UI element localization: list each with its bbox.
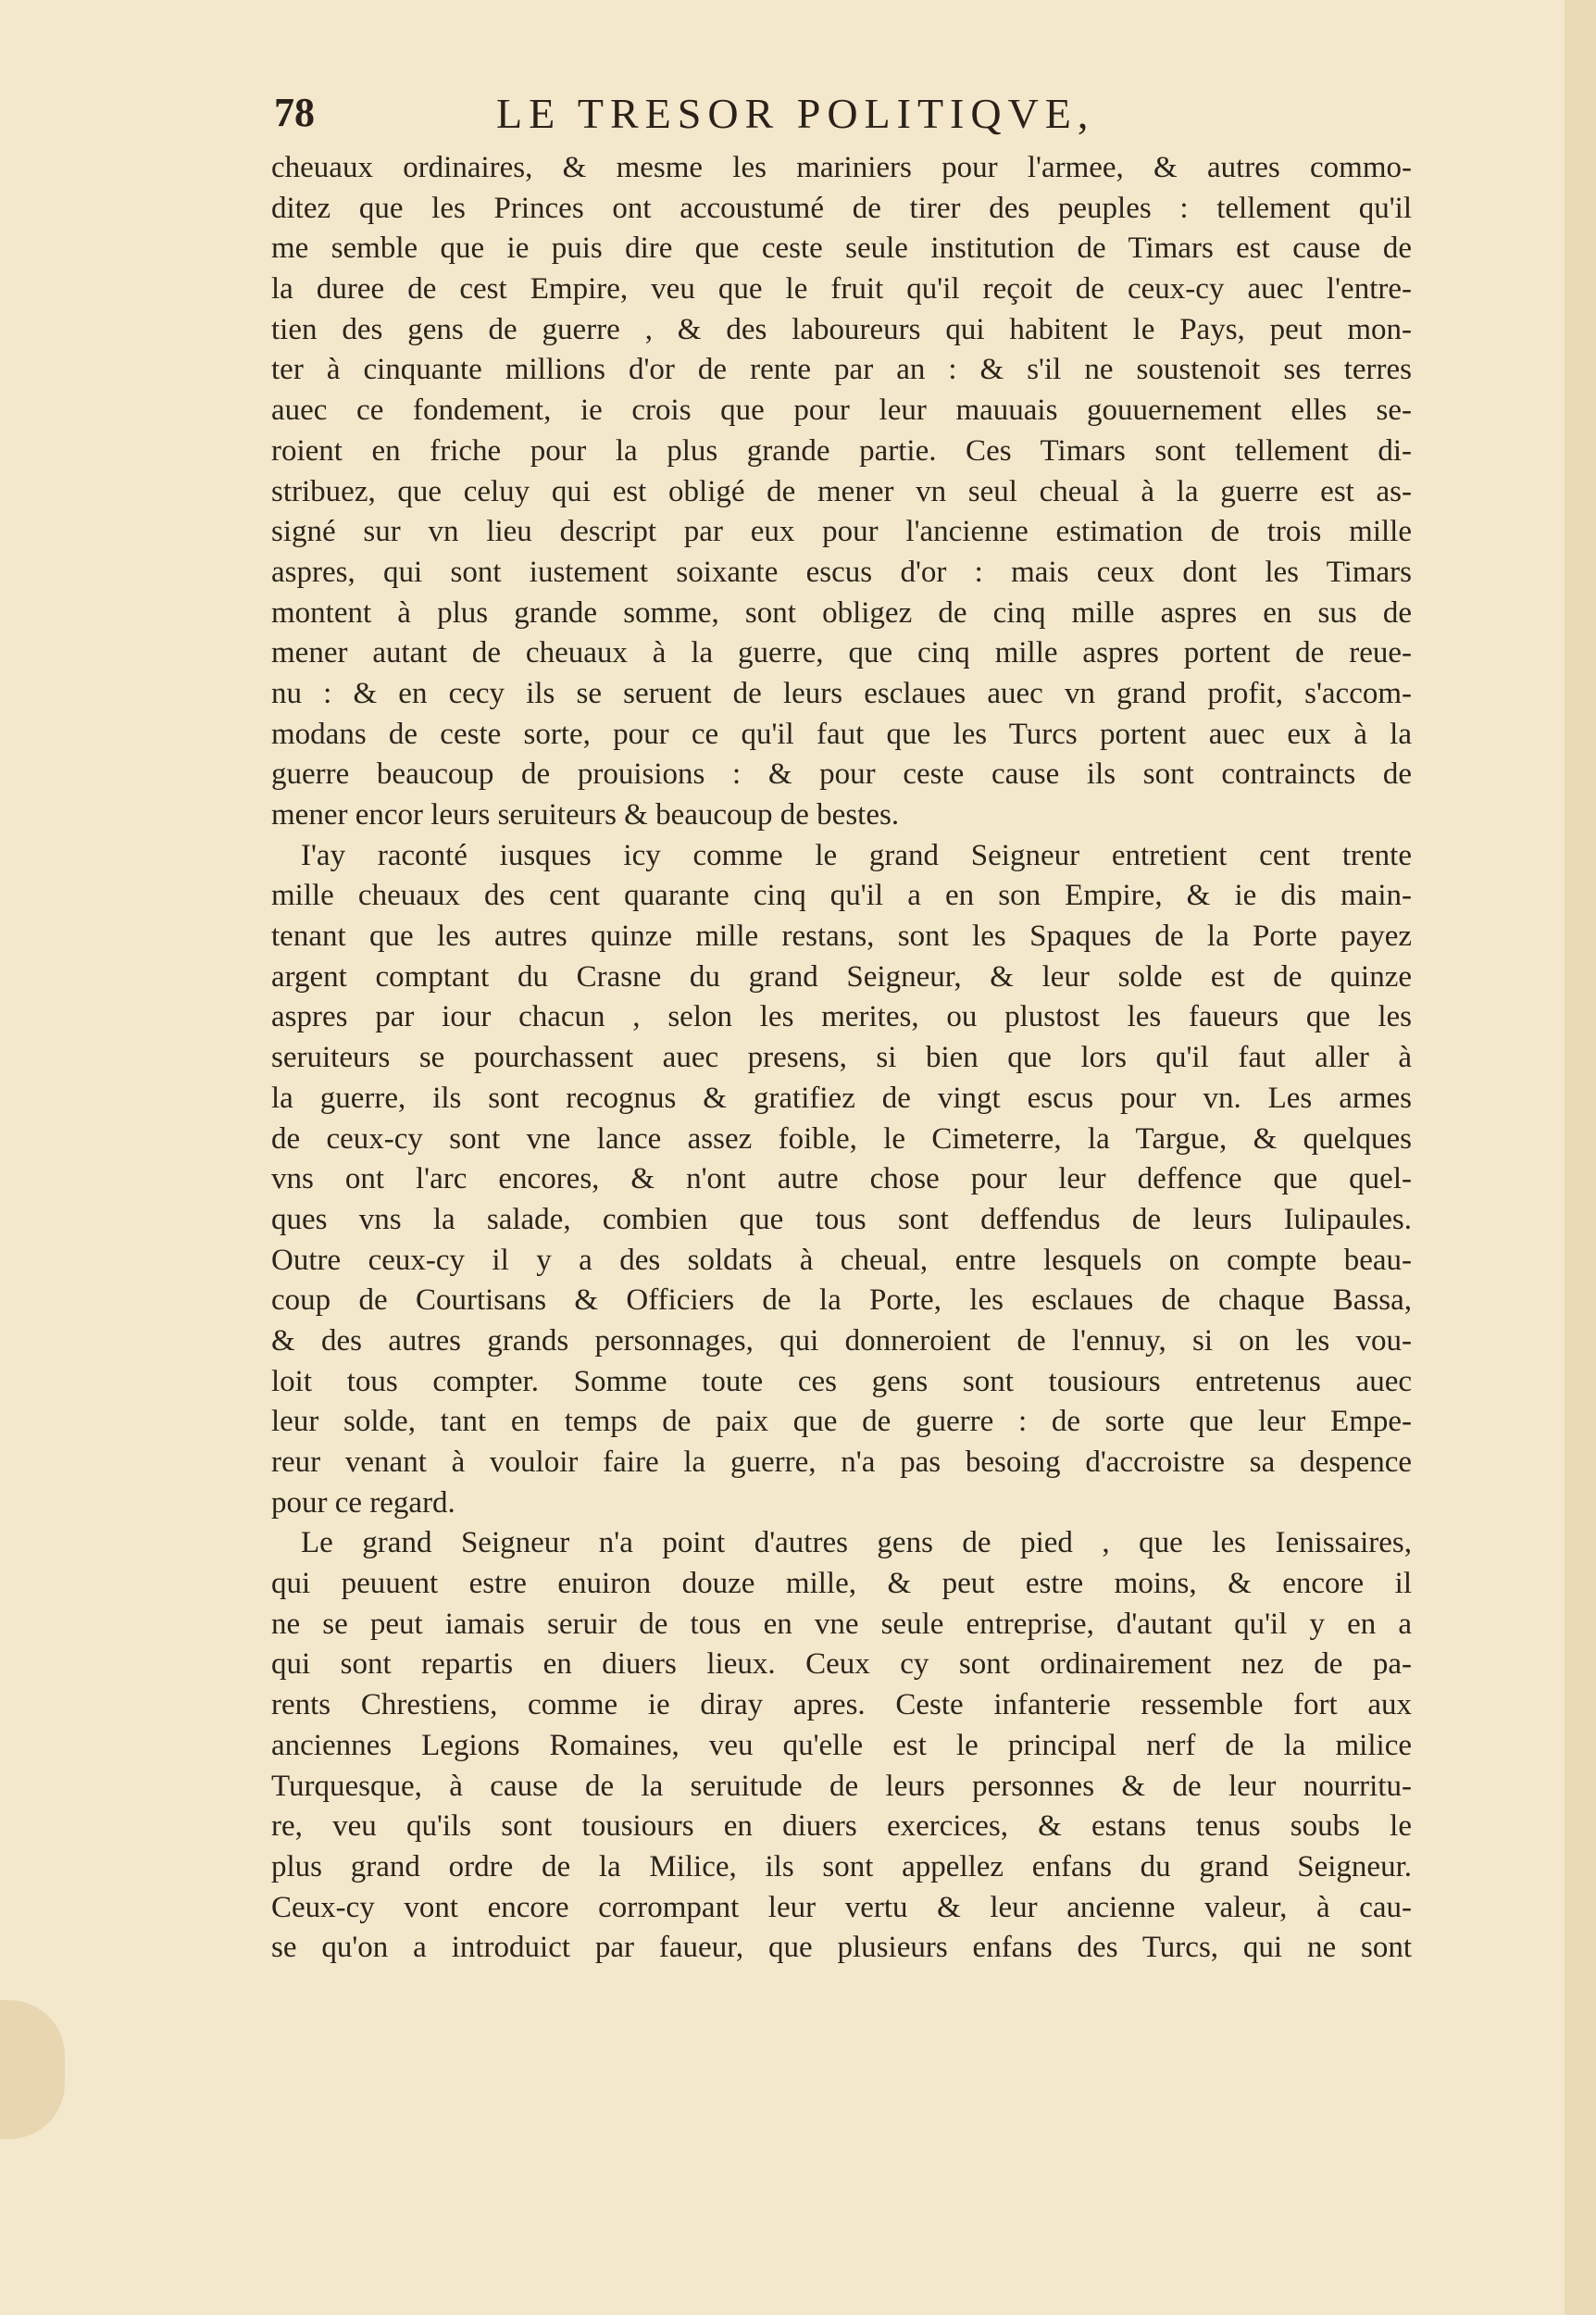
- text-line: plus grand ordre de la Milice, ils sont appellez enfans du grand Seigneur.: [271, 1849, 1412, 1883]
- text-line: signé sur vn lieu descript par eux pour l'ancienne estimation de trois mille: [271, 515, 1412, 549]
- text-line: ditez que les Princes ont accoustumé de tirer des peuples : tellement qu'il: [271, 191, 1412, 225]
- text-line: qui sont repartis en diuers lieux. Ceux cy sont ordinairement nez de pa-: [271, 1647, 1412, 1682]
- text-line: guerre beaucoup de prouisions : & pour ceste cause ils sont contraincts de: [271, 757, 1412, 792]
- text-line: leur solde, tant en temps de paix que de guerre : de sorte que leur Empe-: [271, 1405, 1412, 1439]
- text-line: mener encor leurs seruiteurs & beaucoup de bestes.: [271, 798, 900, 832]
- text-line: I'ay raconté iusques icy comme le grand Seigneur entretient cent trente: [301, 838, 1412, 872]
- text-line: tenant que les autres quinze mille restans, sont les Spaques de la Porte payez: [271, 920, 1412, 954]
- text-line: ter à cinquante millions d'or de rente par an : & s'il ne soustenoit ses terres: [271, 353, 1412, 387]
- text-line: modans de ceste sorte, pour ce qu'il faut que les Turcs portent auec eux à la: [271, 717, 1412, 751]
- text-line: qui peuuent estre enuiron douze mille, & peut estre moins, & encore il: [271, 1567, 1412, 1601]
- page-edge-shadow: [1565, 0, 1596, 2315]
- text-line: tien des gens de guerre , & des laboureurs qui habitent le Pays, peut mon-: [271, 312, 1412, 346]
- text-line: la duree de cest Empire, veu que le fruit qu'il reçoit de ceux-cy auec l'entre-: [271, 272, 1412, 307]
- text-line: coup de Courtisans & Officiers de la Porte, les esclaues de chaque Bassa,: [271, 1283, 1412, 1318]
- text-line: loit tous compter. Somme toute ces gens sont tousiours entretenus auec: [271, 1364, 1412, 1398]
- text-line: montent à plus grande somme, sont obligez de cinq mille aspres en sus de: [271, 595, 1412, 630]
- text-line: Outre ceux-cy il y a des soldats à cheual, entre lesquels on compte beau-: [271, 1243, 1412, 1277]
- text-line: rents Chrestiens, comme ie diray apres. Ceste infanterie ressemble fort aux: [271, 1688, 1412, 1722]
- text-line: me semble que ie puis dire que ceste seule institution de Timars est cause de: [271, 232, 1412, 266]
- text-line: de ceux-cy sont vne lance assez foible, le Cimeterre, la Targue, & quelques: [271, 1121, 1412, 1156]
- text-line: aspres, qui sont iustement soixante escus d'or : mais ceux dont les Timars: [271, 555, 1412, 589]
- body-text: [271, 148, 1412, 1969]
- text-line: re, veu qu'ils sont tousiours en diuers exercices, & estans tenus soubs le: [271, 1809, 1412, 1844]
- text-line: cheuaux ordinaires, & mesme les mariniers pour l'armee, & autres commo-: [271, 151, 1412, 184]
- text-line: & des autres grands personnages, qui donneroient de l'ennuy, si on les vou-: [271, 1323, 1412, 1358]
- text-line: se qu'on a introduict par faueur, que plusieurs enfans des Turcs, qui ne sont: [271, 1931, 1412, 1965]
- text-line: vns ont l'arc encores, & n'ont autre chose pour leur deffence que quel-: [271, 1162, 1412, 1196]
- running-title: LE TRESOR POLITIQVE,: [496, 90, 1095, 137]
- text-line: ques vns la salade, combien que tous sont deffendus de leurs Iulipaules.: [271, 1202, 1412, 1236]
- text-line: nu : & en cecy ils se seruent de leurs esclaues auec vn grand profit, s'accom-: [271, 676, 1412, 710]
- page-number: 78: [274, 90, 315, 135]
- text-line: Ceux-cy vont encore corrompant leur vertu & leur ancienne valeur, à cau-: [271, 1890, 1412, 1924]
- text-line: mener autant de cheuaux à la guerre, que cinq mille aspres portent de reue-: [271, 636, 1412, 670]
- text-line: argent comptant du Crasne du grand Seigneur, & leur solde est de quinze: [271, 959, 1412, 994]
- text-line: Turquesque, à cause de la seruitude de leurs personnes & de leur nourritu-: [271, 1769, 1412, 1803]
- text-line: seruiteurs se pourchassent auec presens, si bien que lors qu'il faut aller à: [271, 1041, 1412, 1075]
- text-line: roient en friche pour la plus grande partie. Ces Timars sont tellement di-: [271, 433, 1412, 468]
- text-line: auec ce fondement, ie crois que pour leur mauuais gouuernement elles se-: [271, 394, 1412, 428]
- text-line: aspres par iour chacun , selon les merites, ou plustost les faueurs que les: [271, 1000, 1412, 1034]
- text-line: Le grand Seigneur n'a point d'autres gens de pied , que les Ienissaires,: [301, 1526, 1412, 1560]
- page-header: [274, 89, 1255, 141]
- text-line: pour ce regard.: [271, 1485, 455, 1520]
- text-line: mille cheuaux des cent quarante cinq qu'il a en son Empire, & ie dis main-: [271, 879, 1412, 913]
- text-line: stribuez, que celuy qui est obligé de mener vn seul cheual à la guerre est as-: [271, 474, 1412, 508]
- text-line: la guerre, ils sont recognus & gratifiez de vingt escus pour vn. Les armes: [271, 1081, 1412, 1115]
- text-line: reur venant à vouloir faire la guerre, n'a pas besoing d'accroistre sa despence: [271, 1445, 1412, 1479]
- paper-stain: [0, 2000, 65, 2139]
- text-line: ne se peut iamais seruir de tous en vne seule entreprise, d'autant qu'il y en a: [271, 1607, 1412, 1641]
- text-line: anciennes Legions Romaines, veu qu'elle est le principal nerf de la milice: [271, 1728, 1412, 1762]
